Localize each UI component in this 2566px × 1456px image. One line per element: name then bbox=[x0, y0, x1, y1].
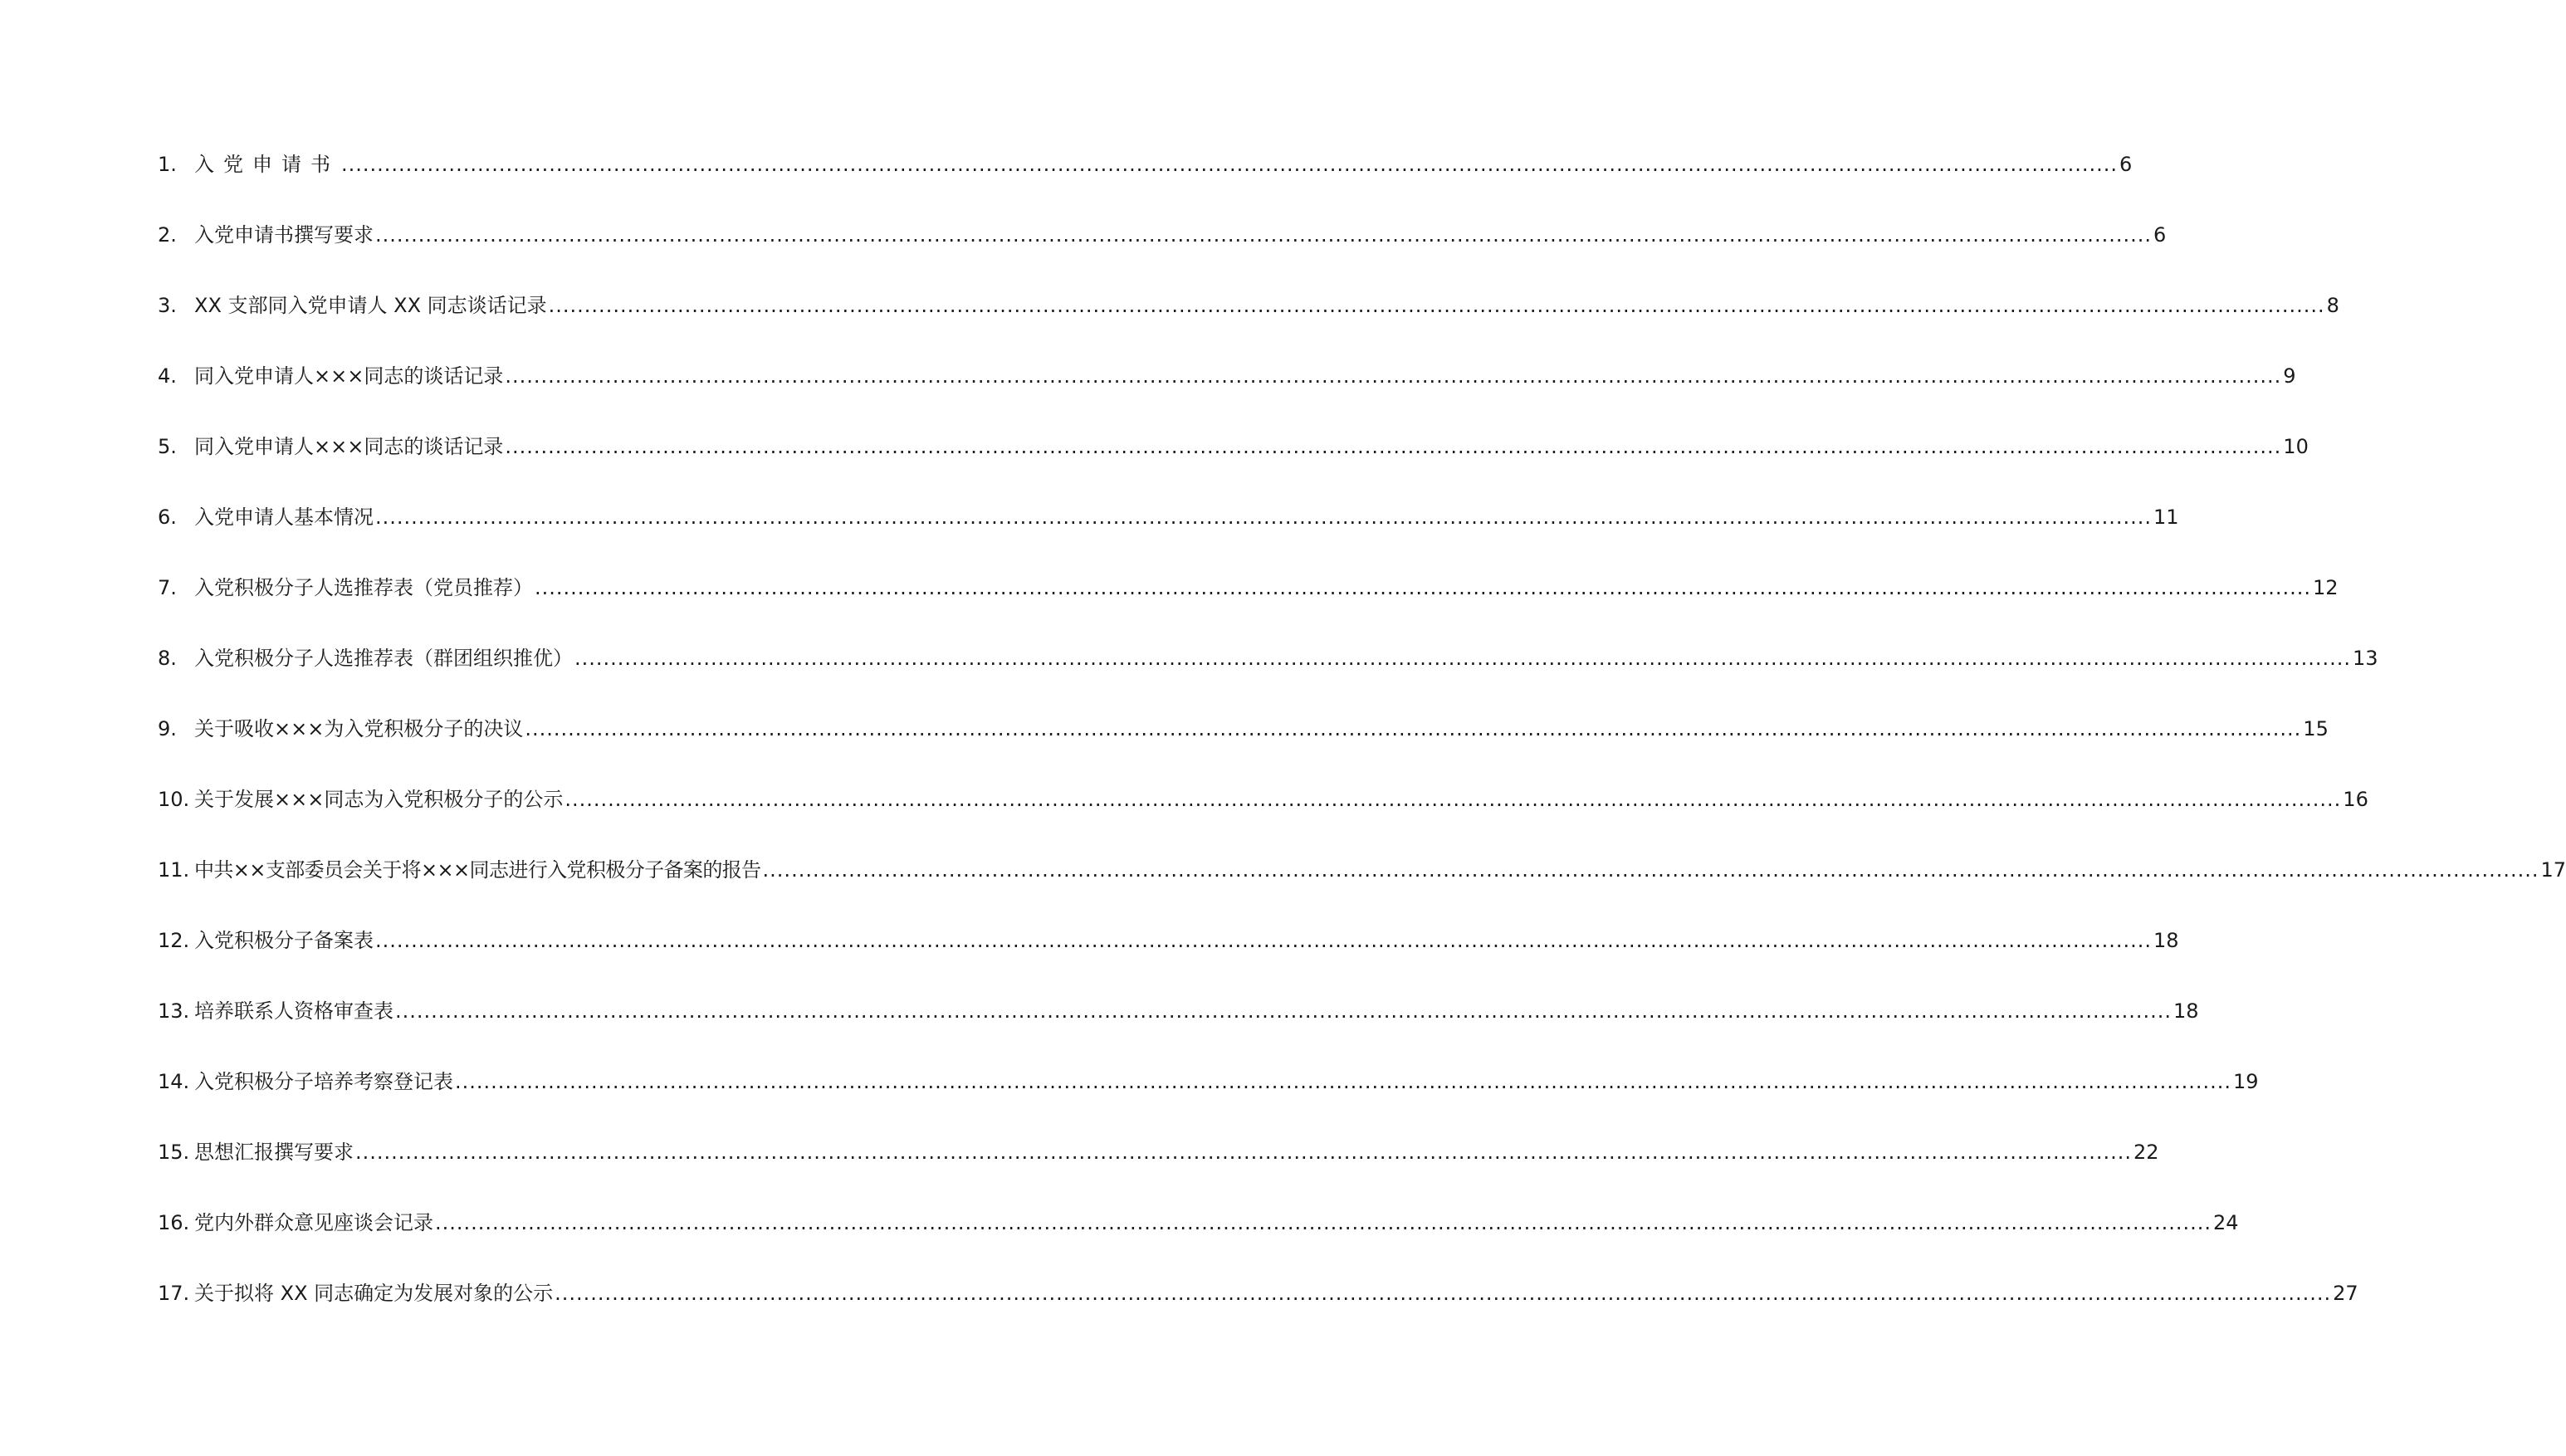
toc-entry-page: 11 bbox=[2153, 506, 2179, 529]
toc-entry-4[interactable] bbox=[158, 353, 2296, 423]
toc-entry-page: 13 bbox=[2352, 647, 2378, 670]
toc-entry-number: 14. bbox=[158, 1070, 190, 1093]
toc-entry-title: 关于吸收×××为入党积极分子的决议 bbox=[194, 717, 524, 740]
toc-dot-leader bbox=[535, 564, 2311, 611]
toc-entry-12[interactable] bbox=[158, 917, 2179, 988]
toc-entry-number: 2. bbox=[158, 223, 177, 247]
toc-entry-page: 9 bbox=[2283, 364, 2296, 388]
toc-entry-title: 入党积极分子人选推荐表（群团组织推优） bbox=[194, 647, 573, 670]
toc-entry-10[interactable] bbox=[158, 776, 2368, 847]
toc-entry-number: 8. bbox=[158, 647, 177, 670]
toc-entry-title: 入党申请人基本情况 bbox=[194, 506, 374, 529]
toc-entry-title: 入党积极分子培养考察登记表 bbox=[194, 1070, 453, 1093]
toc-entry-page: 8 bbox=[2326, 294, 2339, 317]
toc-entry-page: 24 bbox=[2212, 1211, 2239, 1234]
toc-entry-title: 同入党申请人×××同志的谈话记录 bbox=[194, 435, 504, 458]
toc-entry-17[interactable] bbox=[158, 1270, 2358, 1341]
toc-entry-title: 同入党申请人×××同志的谈话记录 bbox=[194, 364, 504, 388]
toc-entry-number: 9. bbox=[158, 717, 177, 740]
toc-dot-leader bbox=[375, 494, 2152, 540]
toc-dot-leader bbox=[549, 282, 2325, 329]
toc-entry-number: 16. bbox=[158, 1211, 190, 1234]
toc-entry-page: 27 bbox=[2333, 1282, 2358, 1305]
toc-entry-number: 13. bbox=[158, 999, 190, 1023]
toc-entry-5[interactable] bbox=[158, 423, 2309, 494]
toc-entry-number: 4. bbox=[158, 364, 177, 388]
toc-entry-9[interactable] bbox=[158, 706, 2329, 776]
toc-entry-title: XX 支部同入党申请人 XX 同志谈话记录 bbox=[194, 294, 547, 317]
toc-entry-7[interactable] bbox=[158, 564, 2339, 635]
toc-dot-leader bbox=[574, 635, 2351, 682]
toc-entry-14[interactable] bbox=[158, 1058, 2259, 1129]
toc-entry-3[interactable] bbox=[158, 282, 2339, 353]
toc-entry-number: 11. bbox=[158, 858, 190, 882]
toc-dot-leader bbox=[565, 776, 2341, 823]
toc-entry-11[interactable] bbox=[158, 847, 2566, 917]
toc-entry-number: 6. bbox=[158, 506, 177, 529]
toc-entry-page: 17 bbox=[2540, 858, 2566, 882]
toc-dot-leader bbox=[555, 1270, 2331, 1317]
toc-entry-page: 6 bbox=[2119, 153, 2133, 176]
toc-dot-leader bbox=[355, 1129, 2132, 1175]
toc-entry-title: 入党申请书撰写要求 bbox=[194, 223, 374, 247]
toc-dot-leader bbox=[505, 423, 2281, 470]
toc-entry-page: 6 bbox=[2153, 223, 2167, 247]
toc-entry-title: 关于发展×××同志为入党积极分子的公示 bbox=[194, 788, 564, 811]
toc-entry-title: 党内外群众意见座谈会记录 bbox=[194, 1211, 433, 1234]
toc-entry-16[interactable] bbox=[158, 1199, 2239, 1270]
toc-dot-leader bbox=[375, 212, 2152, 258]
toc-entry-title: 入党积极分子备案表 bbox=[194, 929, 374, 952]
toc-entry-page: 18 bbox=[2153, 929, 2179, 952]
toc-entry-number: 12. bbox=[158, 929, 190, 952]
toc-dot-leader bbox=[505, 353, 2281, 399]
toc-entry-page: 10 bbox=[2283, 435, 2309, 458]
toc-dot-leader bbox=[435, 1199, 2212, 1246]
toc-entry-title: 入党积极分子人选推荐表（党员推荐） bbox=[194, 576, 533, 599]
toc-entry-page: 12 bbox=[2312, 576, 2339, 599]
toc-entry-page: 15 bbox=[2303, 717, 2329, 740]
toc-entry-title: 入党申请书 bbox=[194, 153, 340, 176]
toc-dot-leader bbox=[375, 917, 2152, 964]
toc-entry-title: 关于拟将 XX 同志确定为发展对象的公示 bbox=[194, 1282, 554, 1305]
toc-dot-leader bbox=[763, 847, 2539, 893]
toc-entry-number: 3. bbox=[158, 294, 177, 317]
toc-entry-page: 19 bbox=[2232, 1070, 2259, 1093]
toc-entry-title: 培养联系人资格审查表 bbox=[194, 999, 393, 1023]
toc-entry-page: 22 bbox=[2133, 1141, 2159, 1164]
toc-entry-number: 17. bbox=[158, 1282, 190, 1305]
toc-entry-8[interactable] bbox=[158, 635, 2378, 706]
table-of-contents bbox=[158, 141, 2566, 1341]
toc-entry-number: 10. bbox=[158, 788, 190, 811]
toc-dot-leader bbox=[395, 988, 2172, 1034]
toc-entry-title: 思想汇报撰写要求 bbox=[194, 1141, 354, 1164]
toc-entry-page: 16 bbox=[2343, 788, 2368, 811]
toc-entry-6[interactable] bbox=[158, 494, 2179, 564]
toc-entry-number: 7. bbox=[158, 576, 177, 599]
toc-entry-number: 5. bbox=[158, 435, 177, 458]
toc-entry-1[interactable] bbox=[158, 141, 2133, 212]
toc-entry-number: 15. bbox=[158, 1141, 190, 1164]
toc-entry-title: 中共××支部委员会关于将×××同志进行入党积极分子备案的报告 bbox=[194, 858, 761, 882]
toc-entry-13[interactable] bbox=[158, 988, 2199, 1058]
toc-dot-leader bbox=[525, 706, 2301, 752]
toc-dot-leader bbox=[341, 141, 2118, 188]
toc-entry-2[interactable] bbox=[158, 212, 2167, 282]
toc-entry-15[interactable] bbox=[158, 1129, 2159, 1199]
toc-entry-number: 1. bbox=[158, 153, 177, 176]
toc-entry-page: 18 bbox=[2173, 999, 2199, 1023]
toc-dot-leader bbox=[455, 1058, 2231, 1105]
